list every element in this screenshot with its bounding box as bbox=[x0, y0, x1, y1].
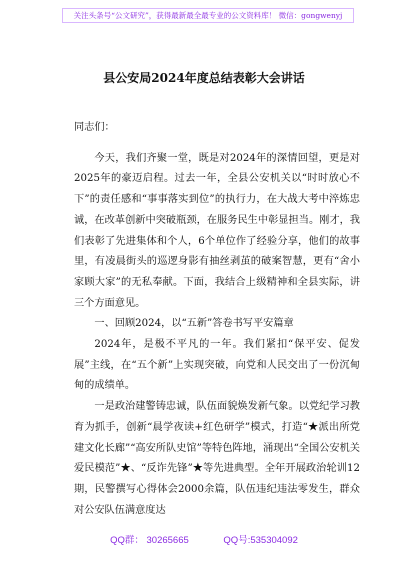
greeting: 同志们： bbox=[74, 122, 115, 133]
footer-contacts bbox=[0, 532, 408, 546]
section-heading: 一、回顾2024，以“五新”答卷书写平安篇章 bbox=[94, 318, 294, 330]
document-body bbox=[74, 118, 360, 521]
document-title: 县公安局2024年度总结表彰大会讲话 bbox=[103, 71, 305, 85]
paragraph-summary: 2024年，是极不平凡的一年。我们紧扣“保平安、促发展”主线，在“五个新”上实现突破，向党和人民交出了一份沉甸甸的成绩单。 bbox=[74, 339, 360, 392]
footer-qq-group: QQ群： 30265665 bbox=[110, 535, 189, 546]
header-banner: 关注头条号“公文研究”，获得最新最全最专业的公文资料库！ 微信：gongwenyj bbox=[62, 8, 354, 23]
footer-qq-number: QQ号:535304092 bbox=[223, 535, 298, 546]
paragraph-intro: 今天，我们齐聚一堂，既是对2024年的深情回望，更是对2025年的豪迈启程。过去一年，全县公安机关以“时时放心不下”的责任感和“事事落实到位”的执行力，在大战大考中淬炼忠诚，在改革创新中突破瓶颈，在服务民生中彰显担当。刚才，我们表彰了先进集体和个人，6个单位作了经验分享，他们的故事里，有凌晨街头的巡逻身影有抽丝剥茧的破案智慧，更有“舍小家顾大家”的无私奉献。下面，我结合上级精神和全县实际，讲三个方面意见。 bbox=[74, 152, 360, 309]
paragraph-political: 一是政治建警铸忠诚，队伍面貌焕发新气象。以党纪学习教育为抓手，创新“晨学夜读+红色研学”模式，打造“★派出所党建文化长廊”“高安所队史馆”等特色阵地，涌现出“全国公安机关爱民模范”★、“反诈先锋”★等先进典型。全年开展政治轮训12期，民警撰写心得体会2000余篇，队伍违纪违法零发生，群众对公安队伍满意度达 bbox=[74, 401, 360, 516]
